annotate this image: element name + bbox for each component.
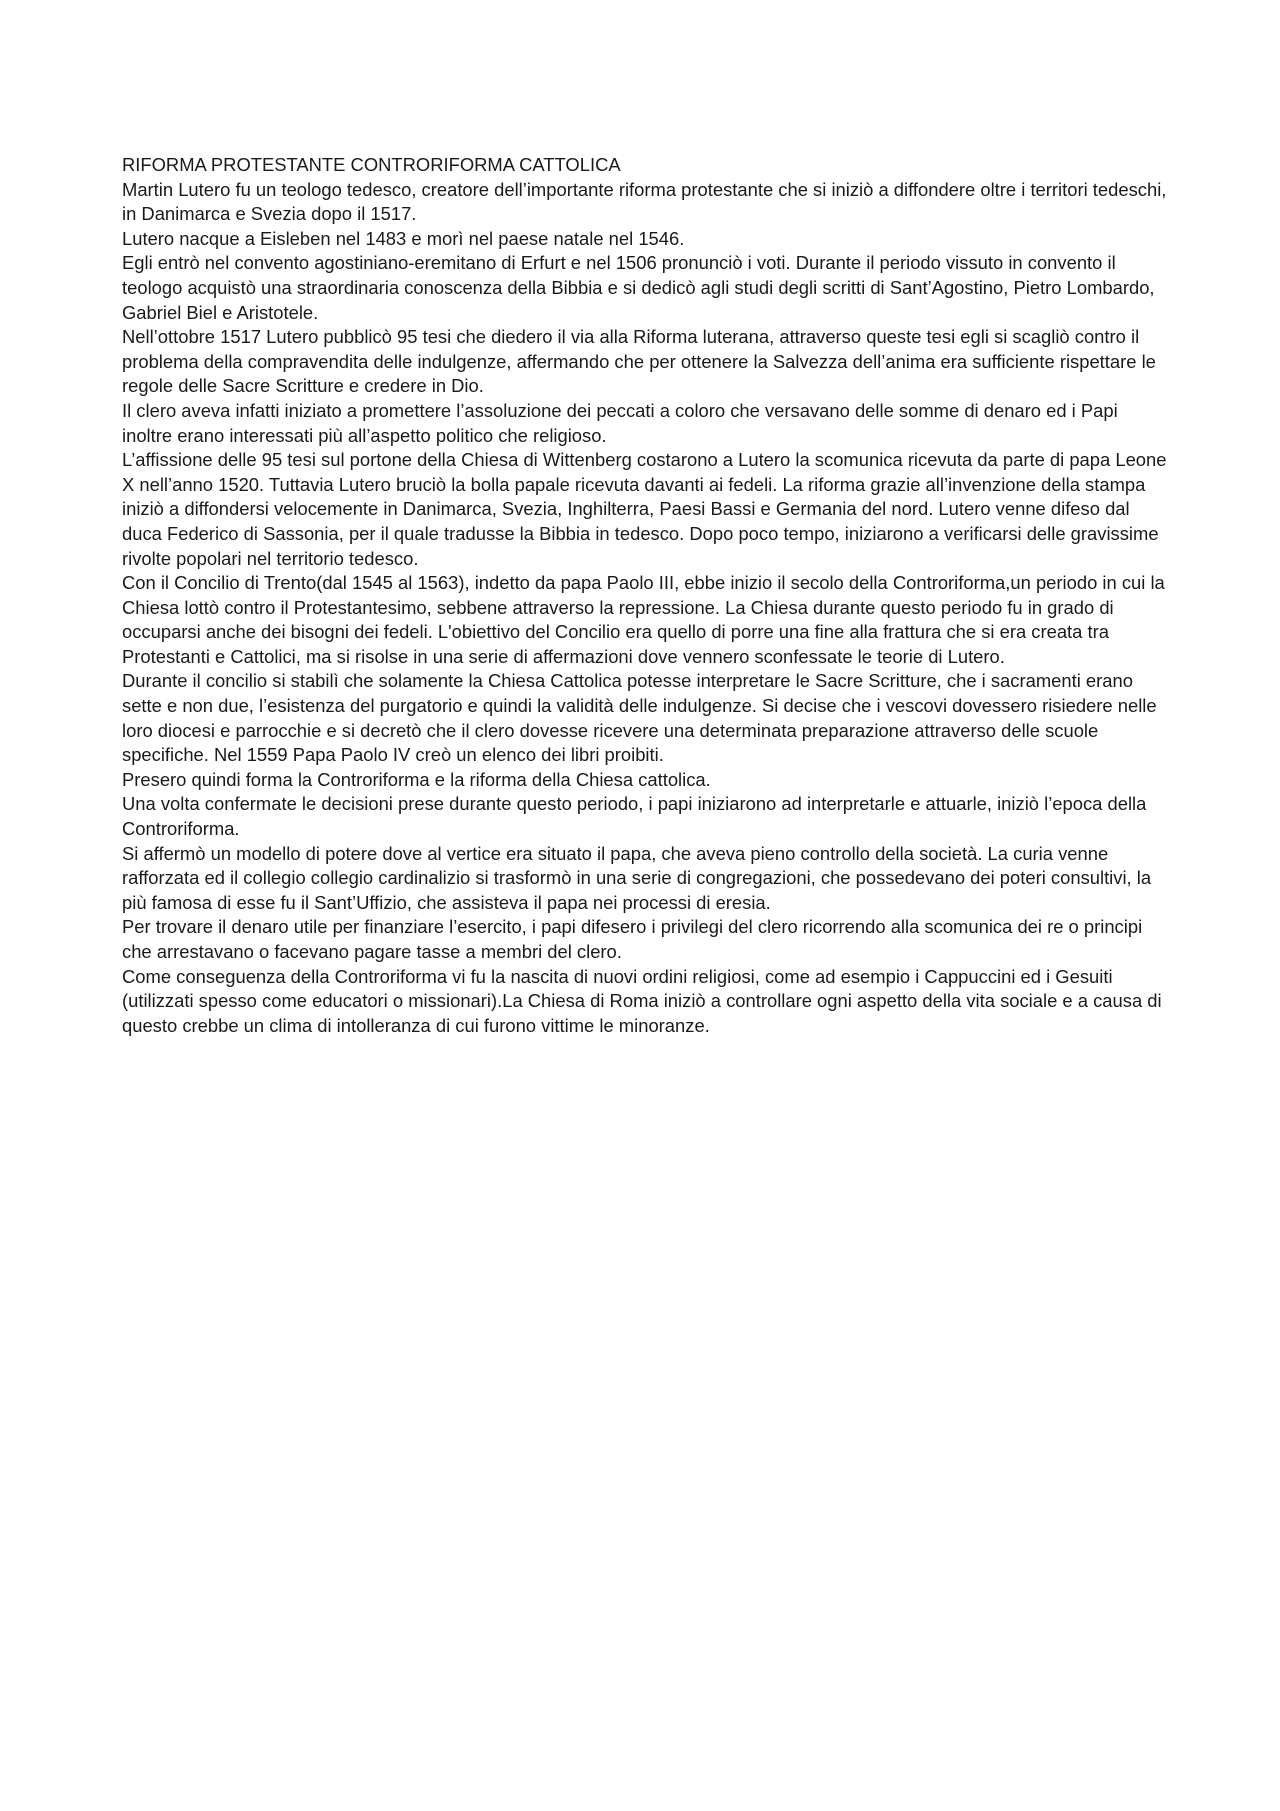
- paragraph: Si affermò un modello di potere dove al vertice era situato il papa, che aveva pieno controllo della società. La curia venne rafforzata ed il collegio collegio cardinalizio si trasformò in una serie di congregazioni, che possedevano dei poteri consultivi, la più famosa di esse fu il Sant’Uffizio, che assisteva il papa nei processi di eresia.: [122, 842, 1152, 913]
- paragraph: Martin Lutero fu un teologo tedesco, creatore dell’importante riforma protestante che si iniziò a diffondere oltre i territori tedeschi, in Danimarca e Svezia dopo il 1517.: [122, 178, 1167, 225]
- paragraph: Per trovare il denaro utile per finanziare l’esercito, i papi difesero i privilegi del clero ricorrendo alla scomunica dei re o principi che arrestavano o facevano pagare tasse a membri del clero.: [122, 916, 1143, 962]
- paragraph: Presero quindi forma la Controriforma e la riforma della Chiesa cattolica.: [122, 768, 711, 790]
- paragraph: Con il Concilio di Trento(dal 1545 al 1563), indetto da papa Paolo III, ebbe inizio il secolo della Controriforma,un periodo in cui la Chiesa lottò contro il Protestantesimo, sebbene attraverso la repressione. La Chiesa durante questo periodo fu in grado di occuparsi anche dei bisogni dei fedeli. L'obiettivo del Concilio era quello di porre una fine alla frattura che si era creata tra Protestanti e Cattolici, ma si risolse in una serie di affermazioni dove vennero sconfessate le teorie di Lutero.: [122, 572, 1165, 667]
- document-title: RIFORMA PROTESTANTE CONTRORIFORMA CATTOLICA: [122, 154, 621, 175]
- paragraph: Durante il concilio si stabilì che solamente la Chiesa Cattolica potesse interpretare le Sacre Scritture, che i sacramenti erano sette e non due, l’esistenza del purgatorio e quindi la validità delle indulgenze. Si decise che i vescovi dovessero risiedere nelle loro diocesi e parrocchie e si decretò che il clero dovesse ricevere una determinata preparazione attraverso delle scuole specifiche. Nel 1559 Papa Paolo IV creò un elenco dei libri proibiti.: [122, 670, 1157, 766]
- paragraph: Come conseguenza della Controriforma vi fu la nascita di nuovi ordini religiosi, come ad esempio i Cappuccini ed i Gesuiti (utilizzati spesso come educatori o missionari).La Chiesa di Roma iniziò a controllare ogni aspetto della vita sociale e a causa di questo crebbe un clima di intolleranza di cui furono vittime le minoranze.: [122, 965, 1162, 1036]
- document-body: [122, 153, 1172, 1038]
- paragraph: Nell’ottobre 1517 Lutero pubblicò 95 tesi che diedero il via alla Riforma luterana, attraverso queste tesi egli si scagliò contro il problema della compravendita delle indulgenze, affermando che per ottenere la Salvezza dell’anima era sufficiente rispettare le regole delle Sacre Scritture e credere in Dio.: [122, 326, 1156, 397]
- paragraph: Egli entrò nel convento agostiniano-eremitano di Erfurt e nel 1506 pronunciò i voti. Durante il periodo vissuto in convento il teologo acquistò una straordinaria conoscenza della Bibbia e si dedicò agli studi degli scritti di Sant’Agostino, Pietro Lombardo, Gabriel Biel e Aristotele.: [122, 252, 1155, 323]
- paragraph: Il clero aveva infatti iniziato a promettere l’assoluzione dei peccati a coloro che versavano delle somme di denaro ed i Papi inoltre erano interessati più all’aspetto politico che religioso.: [122, 399, 1118, 446]
- paragraph: Lutero nacque a Eisleben nel 1483 e morì nel paese natale nel 1546.: [122, 227, 685, 249]
- paragraph: L’affissione delle 95 tesi sul portone della Chiesa di Wittenberg costarono a Lutero la scomunica ricevuta da parte di papa Leone X nell’anno 1520. Tuttavia Lutero bruciò la bolla papale ricevuta davanti ai fedeli. La riforma grazie all’invenzione della stampa iniziò a diffondersi velocemente in Danimarca, Svezia, Inghilterra, Paesi Bassi e Germania del nord. Lutero venne difeso dal duca Federico di Sassonia, per il quale tradusse la Bibbia in tedesco. Dopo poco tempo, iniziarono a verificarsi delle gravissime rivolte popolari nel territorio tedesco.: [122, 449, 1167, 569]
- paragraph: Una volta confermate le decisioni prese durante questo periodo, i papi iniziarono ad interpretarle e attuarle, iniziò l’epoca della Controriforma.: [122, 793, 1147, 840]
